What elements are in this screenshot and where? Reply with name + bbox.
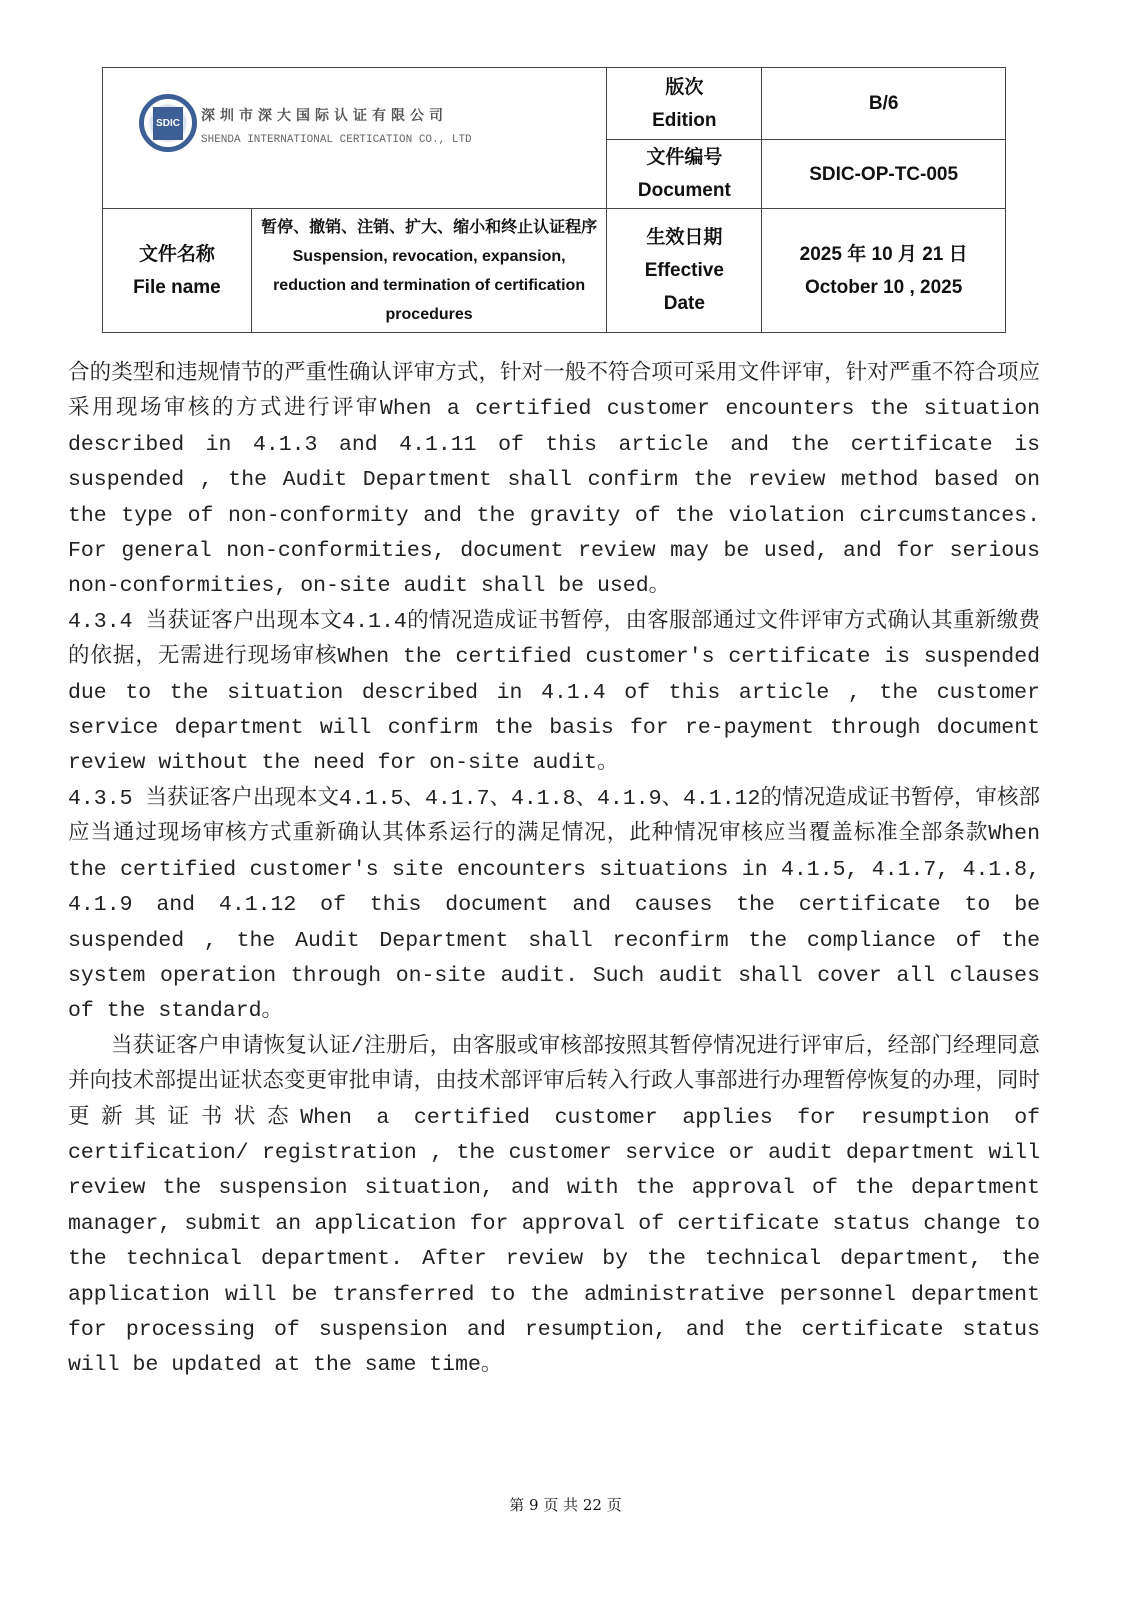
document-header-table [102,67,1006,333]
paragraph-4-3-4: 4.3.4 当获证客户出现本文4.1.4的情况造成证书暂停，由客服部通过文件评审方式确认其重新缴费的依据，无需进行现场审核When the certified customer's certificate is suspended due to the situation described in 4.1.4 of this article , the customer service department will confirm the basis for re-payment through document review without the need for on-site audit。 [68,609,1040,776]
paragraph-4-3-5: 4.3.5 当获证客户出现本文4.1.5、4.1.7、4.1.8、4.1.9、4.1.12的情况造成证书暂停，审核部应当通过现场审核方式重新确认其体系运行的满足情况，此种情况审核应当覆盖标准全部条款When the certified customer's site encounters situations in 4.1.5, 4.1.7, 4.1.8, 4.1.9 and 4.1.12 of this document and causes the certificate to be suspended , the Audit Department shall reconfirm the compliance of the system operation through on-site audit. Such audit shall cover all clauses of the standard。 [68,786,1040,1024]
page-number-footer: 第 9 页 共 22 页 [509,1496,622,1514]
edition-value: B/6 [762,68,1006,140]
effective-date-label: 生效日期 Effective Date [607,209,762,333]
company-name-cn: 深圳市深大国际认证有限公司 [201,106,448,123]
logo-cell [103,68,607,209]
company-name-en: SHENDA INTERNATIONAL CERTICATION CO., LTD [201,133,472,146]
file-name-value: 暂停、撤销、注销、扩大、缩小和终止认证程序 Suspension, revocation, expansion, reduction and termination of certification procedures [251,209,607,333]
edition-label: 版次 Edition [607,68,762,140]
paragraph-resumption: 当获证客户申请恢复认证/注册后，由客服或审核部按照其暂停情况进行评审后，经部门经理同意并向技术部提出证状态变更审批申请，由技术部评审后转入行政人事部进行办理暂停恢复的办理，同时更新其证书状态When a certified customer applies for resumption of certification/ registration , the customer service or audit department will review the suspension situation, and with the approval of the department manager, submit an application for approval of certificate status change to the technical department. After review by the technical department, the application will be transferred to the administrative personnel department for processing of suspension and resumption, and the certificate status will be updated at the same time。 [68,1034,1040,1378]
document-value: SDIC-OP-TC-005 [762,140,1006,209]
effective-date-value: 2025 年 10 月 21 日 October 10 , 2025 [762,209,1006,333]
company-logo [109,53,600,193]
document-label: 文件编号 Document [607,140,762,209]
paragraph-continuation: 合的类型和违规情节的严重性确认评审方式，针对一般不符合项可采用文件评审，针对严重不符合项应采用现场审核的方式进行评审When a certified customer encounters the situation described in 4.1.3 and 4.1.11 of this article and the certificate is suspended , the Audit Department shall confirm the review method based on the type of non-conformity and the gravity of the violation circumstances. For general non-conformities, document review may be used, and for serious non-conformities, on-site audit shall be used。 [68,362,1040,599]
document-body [68,357,1040,1384]
file-name-label: 文件名称 File name [103,209,252,333]
seal-icon: SDIC [139,94,197,152]
